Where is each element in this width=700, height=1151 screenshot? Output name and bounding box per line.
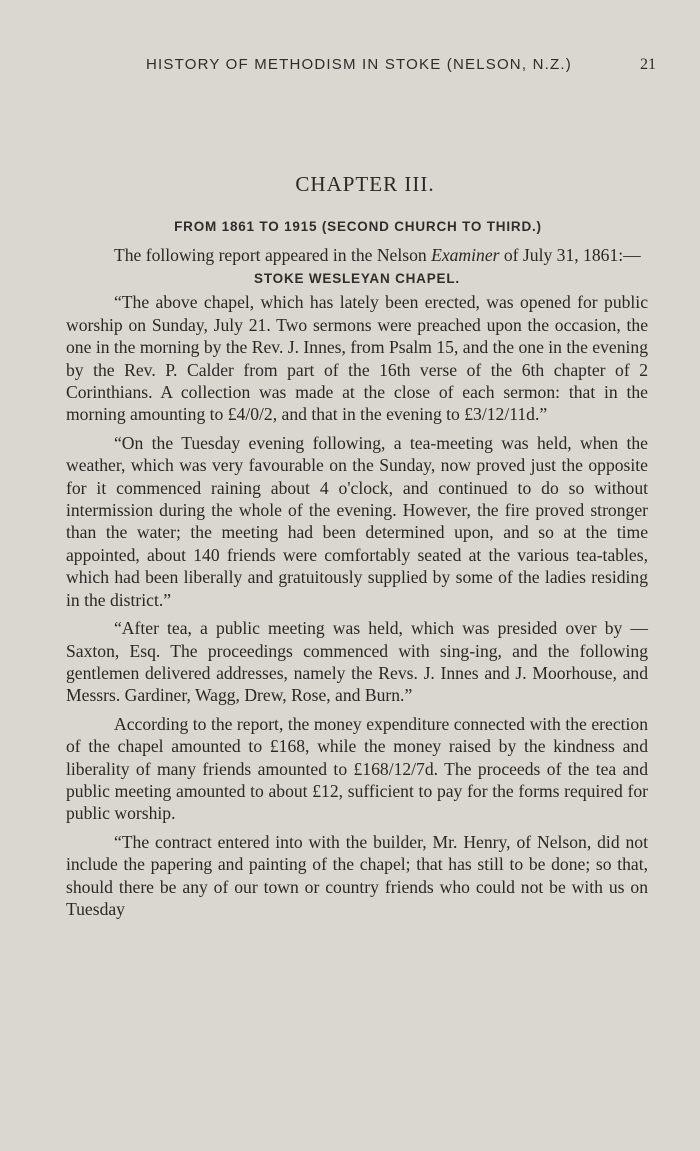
newspaper-name: Examiner bbox=[431, 245, 500, 265]
paragraph: “After tea, a public meeting was held, which was presided over by — Saxton, Esq. The proceedings commenced with sing-ing, and the following gentlemen delivered addresses, namely the Revs. J. Innes and J. Moorhouse, and Messrs. Gardiner, Wagg, Drew, Rose, and Burn.” bbox=[66, 618, 648, 706]
paragraph: “On the Tuesday evening following, a tea-meeting was held, when the weather, which was very favourable on the Sunday, now proved just the opposite for it commenced raining about 4 o'clock, and continued to do so without intermission during the whole of the evening. However, the fire proved stronger than the water; the meeting had been determined upon, and so at the time appointed, about 140 friends were comfortably seated at the various tea-tables, which had been liberally and gratuitously supplied by some of the ladies residing in the district.” bbox=[66, 432, 648, 610]
body-text bbox=[66, 244, 648, 920]
chapter-title: CHAPTER III. bbox=[295, 172, 435, 196]
section-heading: FROM 1861 TO 1915 (SECOND CHURCH TO THIRD.) bbox=[174, 219, 542, 234]
paragraph: “The contract entered into with the builder, Mr. Henry, of Nelson, did not include the papering and painting of the chapel; that has still to be done; so that, should there be any of our town or country friends who could not be with us on Tuesday bbox=[66, 831, 648, 919]
report-subheading: STOKE WESLEYAN CHAPEL. bbox=[254, 271, 460, 287]
paragraph: According to the report, the money expenditure connected with the erection of the chapel amounted to £168, while the money raised by the kindness and liberality of many friends amounted to £168/12/7d. The proceeds of the tea and public meeting amounted to about £12, sufficient to pay for the forms required for public worship. bbox=[66, 713, 648, 824]
running-title: HISTORY OF METHODISM IN STOKE (NELSON, N.Z.) bbox=[146, 56, 572, 73]
intro-text-before: The following report appeared in the Nelson bbox=[114, 245, 432, 265]
intro-paragraph bbox=[66, 244, 648, 266]
page-number: 21 bbox=[640, 56, 656, 73]
running-head bbox=[66, 56, 656, 80]
intro-text-after: of July 31, 1861:— bbox=[499, 245, 641, 265]
paragraph: “The above chapel, which has lately been erected, was opened for public worship on Sunday, July 21. Two sermons were preached upon the occasion, the one in the morning by the Rev. J. Innes, from Psalm 15, and the one in the evening by the Rev. P. Calder from part of the 16th verse of the 6th chapter of 2 Corinthians. A collection was made at the close of each sermon: that in the morning amounting to £4/0/2, and that in the evening to £3/12/11d.” bbox=[66, 292, 648, 425]
